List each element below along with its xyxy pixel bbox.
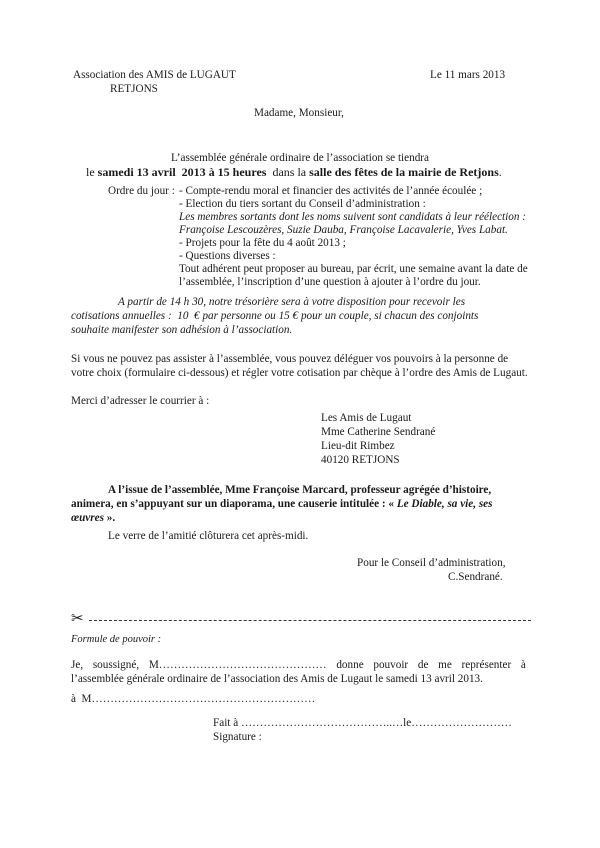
- proxy-line-1: [71, 659, 526, 673]
- meeting-date: samedi 13 avril 2013 à 15 heures: [97, 165, 267, 179]
- agenda-item: - Projets pour la fête du 4 août 2013 ;: [179, 237, 346, 249]
- letter-date: Le 11 mars 2013: [430, 69, 506, 81]
- agenda-item-note: Tout adhérent peut proposer au bureau, par écrit, une semaine avant la date de: [179, 263, 528, 275]
- address-line: Les Amis de Lugaut: [321, 412, 412, 424]
- conference-text: animera, en s’appuyant sur un diaporama, une causerie intitulée : «: [71, 498, 397, 510]
- intro-line-2: [86, 166, 502, 180]
- conference-line: [71, 512, 115, 526]
- dashed-divider: [89, 620, 531, 621]
- proxy-word: Je,: [71, 659, 84, 671]
- address-line: 40120 RETJONS: [321, 454, 400, 466]
- proxy-name-field[interactable]: M………………………………………: [148, 659, 327, 671]
- proxy-word: soussigné,: [92, 659, 140, 671]
- intro-middle: dans la: [266, 165, 310, 179]
- conference-text: ».: [103, 512, 116, 524]
- cut-line: [71, 609, 531, 628]
- proxy-representative-field[interactable]: à M……………………………………………………: [71, 693, 316, 705]
- signature-label: Signature :: [213, 731, 262, 743]
- conference-title: œuvres: [71, 512, 104, 524]
- meeting-place: salle des fêtes de la mairie de Retjons: [309, 165, 499, 179]
- conference-line: [71, 498, 493, 512]
- cotisation-line: A partir de 14 h 30, notre trésorière sera à votre disposition pour recevoir les: [118, 296, 466, 308]
- agenda-item-note: l’assemblée, l’inscription d’une question à ajouter à l’ordre du jour.: [179, 276, 481, 288]
- salutation: Madame, Monsieur,: [254, 107, 344, 119]
- proxy-line-2: l’assemblée générale ordinaire de l’association des Amis de Lugaut le samedi 13 avril 2013.: [71, 673, 483, 685]
- delegation-line: Si vous ne pouvez pas assister à l’assemblée, vous pouvez déléguer vos pouvoirs à la personne de: [71, 353, 509, 365]
- organization-name: Association des AMIS de LUGAUT: [73, 69, 236, 81]
- proxy-word: représenter: [461, 659, 512, 671]
- proxy-word: me: [438, 659, 452, 671]
- intro-line-1: L’assemblée générale ordinaire de l’association se tiendra: [170, 152, 430, 164]
- mail-intro: Merci d’adresser le courrier à :: [71, 395, 210, 407]
- intro-prefix: le: [86, 165, 98, 179]
- intro-suffix: .: [498, 165, 502, 179]
- cotisation-line: cotisations annuelles : 10 € par personne ou 15 € pour un couple, si chacun des conjoints: [71, 310, 479, 322]
- proxy-word: donne: [336, 659, 364, 671]
- place-date-field[interactable]: Fait à …………………………………..…le………………………: [213, 717, 512, 729]
- proxy-word: à: [520, 659, 526, 671]
- delegation-line: votre choix (formulaire ci-dessous) et régler votre cotisation par chèque à l’ordre des Amis de Lugaut.: [71, 367, 528, 379]
- address-line: Mme Catherine Sendrané: [321, 426, 436, 438]
- closing-line: Le verre de l’amitié clôturera cet après-midi.: [108, 530, 309, 542]
- organization-city: RETJONS: [110, 83, 158, 95]
- proxy-form-title: Formule de pouvoir :: [71, 634, 162, 645]
- proxy-word: de: [417, 659, 429, 671]
- agenda-label: Ordre du jour :: [108, 185, 175, 197]
- candidate-names: Françoise Lescouzères, Suzie Dauba, Françoise Lacavalerie, Yves Labat.: [179, 224, 508, 236]
- agenda-item: - Compte-rendu moral et financier des activités de l’année écoulée ;: [179, 185, 483, 197]
- signature-line: Pour le Conseil d’administration,: [357, 557, 506, 569]
- cotisation-line: souhaite manifester son adhésion à l’association.: [71, 324, 293, 336]
- signature-name: C.Sendrané.: [448, 571, 503, 583]
- address-line: Lieu-dit Rimbez: [321, 440, 395, 452]
- agenda-item: - Election du tiers sortant du Conseil d’administration :: [179, 198, 426, 210]
- agenda-item-note: Les membres sortants dont les noms suivent sont candidats à leur réélection :: [179, 211, 526, 223]
- scissors-icon: ✂: [71, 609, 84, 627]
- agenda-item: - Questions diverses :: [179, 250, 276, 262]
- conference-title: Le Diable, sa vie, ses: [396, 498, 493, 510]
- proxy-word: pouvoir: [373, 659, 409, 671]
- conference-line: A l’issue de l’assemblée, Mme Françoise Marcard, professeur agrégée d’histoire,: [108, 484, 492, 496]
